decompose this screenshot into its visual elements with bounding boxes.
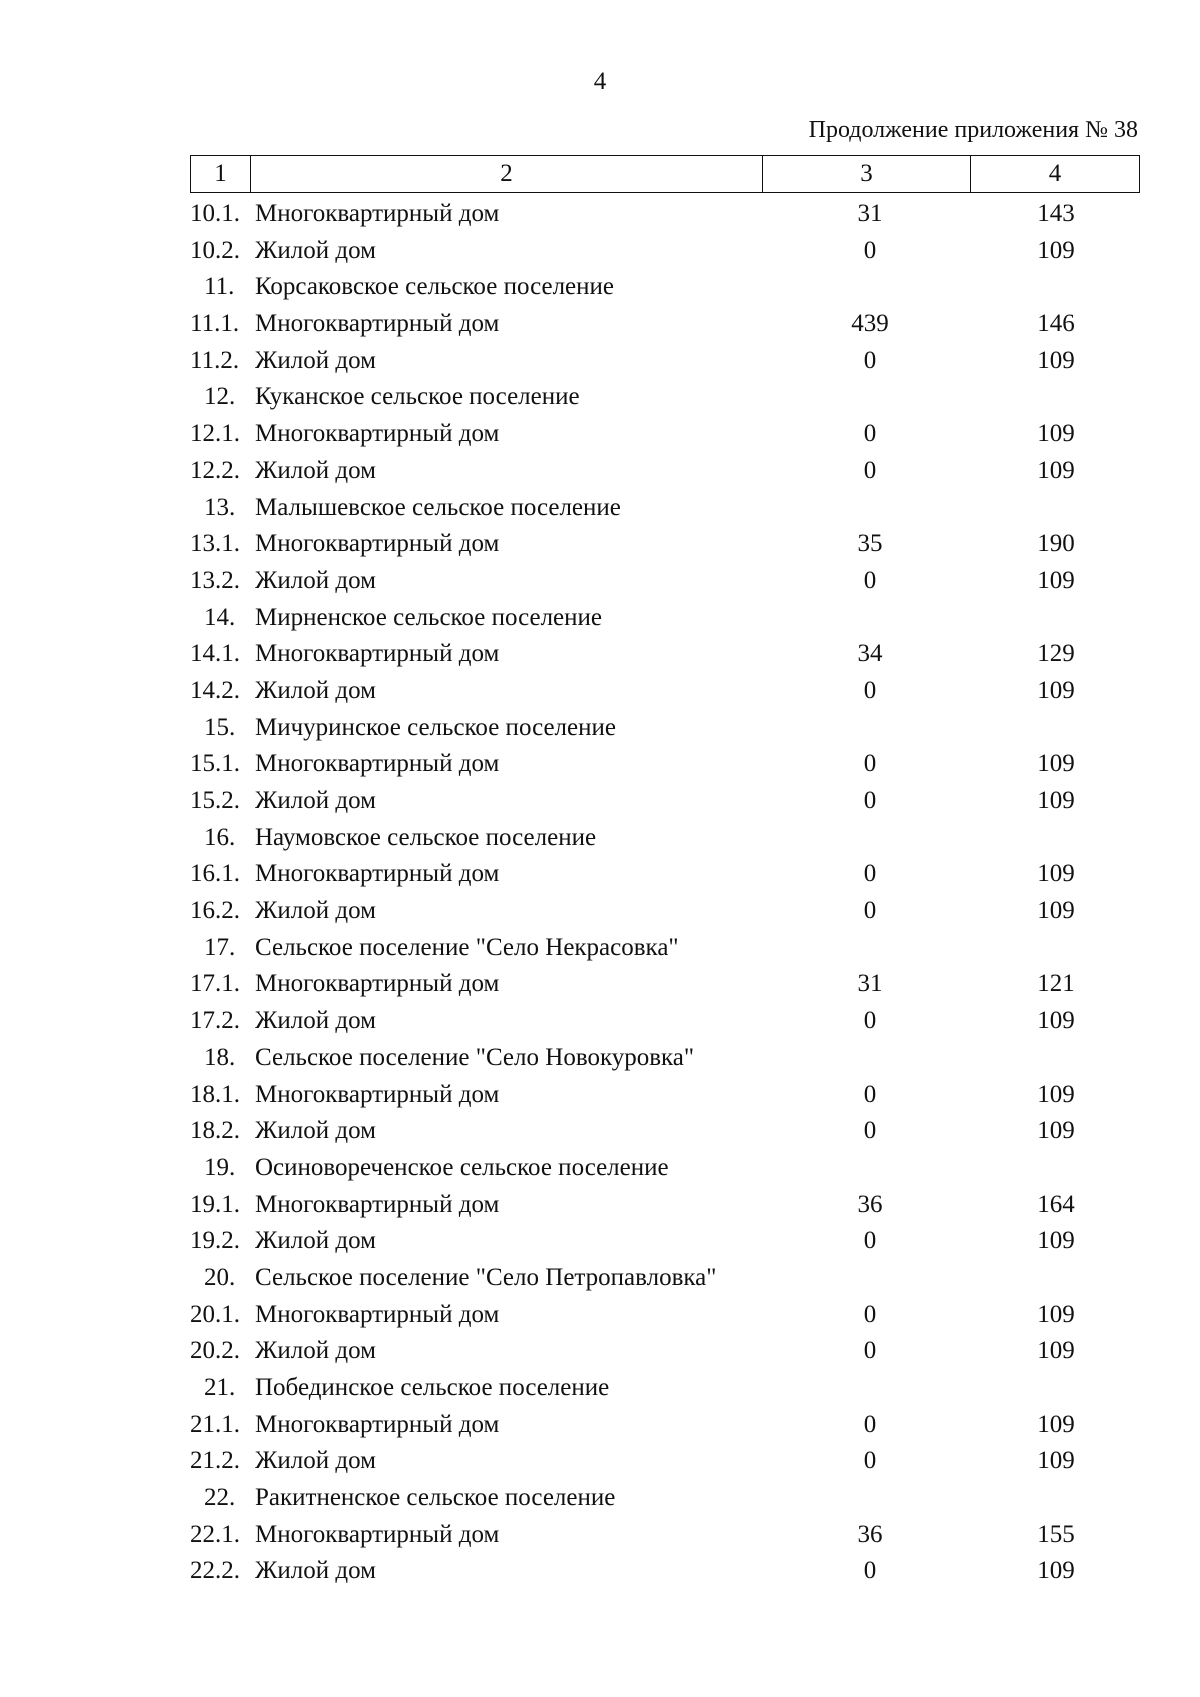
table-row [0,1005,1200,1042]
row-value-col4: 109 [1037,1227,1075,1255]
row-value-col4: 109 [1037,1557,1075,1585]
settlement-heading-row [0,712,1200,749]
settlement-heading-row [0,1042,1200,1079]
settlement-heading-row [0,1262,1200,1299]
column-header-3: 3 [763,156,971,192]
table-row [0,565,1200,602]
row-value-col4: 109 [1037,236,1075,264]
table-row [0,455,1200,492]
row-label: Жилой дом [255,1227,376,1255]
row-label: Жилой дом [255,566,376,594]
row-value-col3: 0 [863,1337,877,1365]
row-number: 21. [204,1374,236,1401]
row-label: Жилой дом [255,787,376,814]
row-label: Сельское поселение "Село Петропавловка" [255,1263,717,1291]
row-label: Многоквартирный дом [255,1080,500,1108]
row-value-col4: 109 [1037,1117,1075,1145]
row-label: Многоквартирный дом [255,1410,500,1438]
row-value-col3: 0 [863,860,877,888]
row-value-col3: 36 [857,1190,883,1218]
table-row [0,1555,1200,1592]
row-value-col4: 109 [1037,897,1075,925]
row-value-col3: 0 [863,236,877,264]
row-number: 21.1. [190,1410,240,1438]
row-label: Сельское поселение "Село Новокуровка" [255,1043,695,1071]
row-number: 19.2. [190,1227,240,1255]
row-number: 11. [204,273,235,301]
table-row [0,675,1200,712]
table-row [0,1079,1200,1116]
row-value-col4: 109 [1037,1300,1075,1328]
row-number: 10.1. [190,200,240,227]
row-value-col3: 0 [863,1227,877,1255]
row-label: Многоквартирный дом [255,860,500,888]
row-number: 12. [204,383,236,411]
row-number: 22.1. [190,1520,240,1548]
row-label: Жилой дом [255,676,376,704]
row-label: Жилой дом [255,1447,376,1475]
row-number: 18.2. [190,1117,240,1145]
row-label: Многоквартирный дом [255,1300,500,1328]
settlement-heading-row [0,492,1200,529]
row-value-col3: 35 [857,530,883,558]
row-label: Многоквартирный дом [255,1520,500,1548]
row-value-col3: 34 [857,640,883,668]
row-number: 19.1. [190,1190,240,1218]
row-value-col4: 109 [1037,1080,1075,1108]
row-label: Жилой дом [255,236,376,264]
row-value-col3: 0 [863,1117,877,1145]
row-value-col3: 0 [863,1080,877,1108]
column-header-1: 1 [191,156,251,192]
settlement-heading-row [0,822,1200,859]
row-number: 17.1. [190,970,240,998]
row-label: Побединское сельское поселение [255,1374,610,1401]
row-number: 11.2. [190,346,240,374]
row-number: 18. [204,1043,236,1071]
row-label: Корсаковское сельское поселение [255,273,615,301]
row-value-col3: 0 [863,1447,877,1475]
row-number: 20.2. [190,1337,240,1365]
row-label: Многоквартирный дом [255,310,500,338]
row-number: 17. [204,933,236,961]
row-value-col4: 109 [1037,676,1075,704]
row-value-col4: 109 [1037,420,1075,448]
table-row [0,1189,1200,1226]
row-value-col4: 143 [1037,200,1075,227]
row-value-col3: 0 [863,750,877,778]
row-number: 10.2. [190,236,240,264]
table-row [0,418,1200,455]
row-value-col3: 0 [863,1557,877,1585]
row-label: Наумовское сельское поселение [255,823,597,851]
row-label: Мирненское сельское поселение [255,603,603,631]
row-label: Малышевское сельское поселение [255,493,621,521]
row-value-col4: 155 [1037,1520,1075,1548]
row-value-col4: 109 [1037,1447,1075,1475]
row-number: 13.2. [190,566,240,594]
row-value-col4: 109 [1037,750,1075,778]
settlement-heading-row [0,1152,1200,1189]
row-number: 14.2. [190,676,240,704]
row-value-col4: 121 [1037,970,1075,998]
column-header-2: 2 [251,156,763,192]
row-number: 12.2. [190,456,240,484]
table-row [0,1519,1200,1556]
row-value-col3: 36 [857,1520,883,1548]
row-label: Осиновореченское сельское поселение [255,1153,669,1181]
row-value-col4: 109 [1037,346,1075,374]
row-value-col4: 109 [1037,1337,1075,1365]
row-number: 15. [204,713,236,741]
row-number: 12.1. [190,420,240,448]
row-number: 15.2. [190,787,240,814]
row-label: Жилой дом [255,1337,376,1365]
row-number: 18.1. [190,1080,240,1108]
row-value-col3: 439 [851,310,889,338]
row-label: Многоквартирный дом [255,970,500,998]
settlement-heading-row [0,932,1200,969]
row-label: Жилой дом [255,1557,376,1585]
table-row [0,308,1200,345]
row-value-col3: 0 [863,1410,877,1438]
row-value-col4: 109 [1037,787,1075,814]
row-label: Многоквартирный дом [255,750,500,778]
row-value-col3: 0 [863,1300,877,1328]
row-number: 13. [204,493,236,521]
row-label: Жилой дом [255,1007,376,1035]
row-number: 20. [204,1263,236,1291]
row-label: Жилой дом [255,346,376,374]
row-value-col4: 109 [1037,1007,1075,1035]
row-number: 13.1. [190,530,240,558]
row-value-col3: 0 [863,456,877,484]
table-row [0,1335,1200,1372]
row-value-col3: 0 [863,787,877,814]
row-label: Жилой дом [255,1117,376,1145]
row-value-col4: 109 [1037,1410,1075,1438]
settlement-heading-row [0,271,1200,308]
column-header-row [190,155,1140,193]
table-row [0,235,1200,272]
row-number: 22.2. [190,1557,240,1585]
table-row [0,638,1200,675]
table-row [0,1445,1200,1482]
continuation-note: Продолжение приложения № 38 [808,117,1138,143]
row-number: 14.1. [190,640,240,668]
settlement-heading-row [0,1482,1200,1519]
row-value-col3: 31 [857,200,883,227]
row-number: 16. [204,823,236,851]
row-value-col4: 164 [1037,1190,1075,1218]
row-value-col4: 109 [1037,456,1075,484]
row-label: Многоквартирный дом [255,640,500,668]
row-value-col4: 129 [1037,640,1075,668]
table-body [0,198,1200,1592]
row-label: Ракитненское сельское поселение [255,1484,616,1512]
table-row [0,748,1200,785]
settlement-heading-row [0,602,1200,639]
page-number: 4 [593,68,607,95]
settlement-heading-row [0,381,1200,418]
row-label: Сельское поселение "Село Некрасовка" [255,933,679,961]
row-value-col4: 109 [1037,860,1075,888]
table-row [0,1115,1200,1152]
row-label: Многоквартирный дом [255,1190,500,1218]
row-value-col4: 146 [1037,310,1075,338]
row-label: Жилой дом [255,456,376,484]
table-row [0,345,1200,382]
table-row [0,895,1200,932]
table-row [0,785,1200,822]
table-row [0,198,1200,235]
table-row [0,1225,1200,1262]
row-label: Жилой дом [255,897,376,925]
row-label: Многоквартирный дом [255,420,500,448]
row-number: 22. [204,1484,236,1512]
row-value-col3: 0 [863,346,877,374]
column-header-4: 4 [1048,160,1062,187]
table-row [0,1299,1200,1336]
row-label: Многоквартирный дом [255,530,500,558]
row-number: 16.1. [190,860,240,888]
row-value-col3: 0 [863,1007,877,1035]
row-number: 20.1. [190,1300,240,1328]
row-number: 16.2. [190,897,240,925]
row-number: 21.2. [190,1447,240,1475]
row-label: Мичуринское сельское поселение [255,713,616,741]
table-row [0,968,1200,1005]
row-value-col4: 190 [1037,530,1075,558]
row-value-col3: 31 [857,970,883,998]
row-value-col3: 0 [863,897,877,925]
row-number: 11.1. [190,310,240,338]
table-row [0,528,1200,565]
settlement-heading-row [0,1372,1200,1409]
row-number: 15.1. [190,750,240,778]
row-label: Многоквартирный дом [255,200,500,227]
table-row [0,858,1200,895]
row-label: Куканское сельское поселение [255,383,580,411]
row-number: 19. [204,1153,236,1181]
table-row [0,1409,1200,1446]
row-value-col3: 0 [863,420,877,448]
row-number: 17.2. [190,1007,240,1035]
row-value-col3: 0 [863,676,877,704]
row-value-col3: 0 [863,566,877,594]
row-number: 14. [204,603,236,631]
row-value-col4: 109 [1037,566,1075,594]
